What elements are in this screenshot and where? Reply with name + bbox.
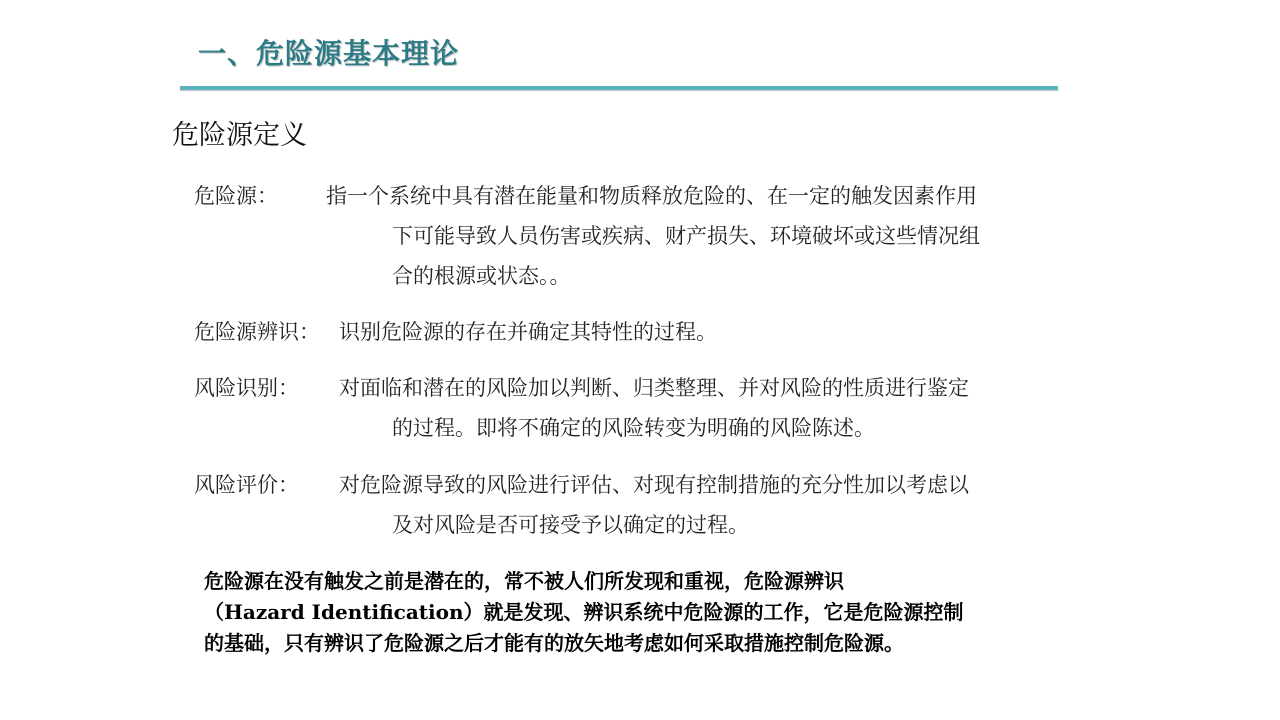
definition-risk-identification xyxy=(194,368,1074,448)
summary-line: 危险源在没有触发之前是潜在的，常不被人们所发现和重视，危险源辨识 xyxy=(204,569,844,593)
definition-risk-assessment xyxy=(194,465,1074,545)
definition-text-line: 下可能导致人员伤害或疾病、财产损失、环境破坏或这些情况组 xyxy=(392,224,980,248)
definition-text-line: 识别危险源的存在并确定其特性的过程。 xyxy=(339,320,717,344)
section-heading: 危险源定义 xyxy=(172,120,307,151)
definition-term: 风险评价： xyxy=(194,473,299,497)
definition-text-line: 指一个系统中具有潜在能量和物质释放危险的、在一定的触发因素作用 xyxy=(326,184,977,208)
definition-term: 危险源辨识： xyxy=(194,320,320,344)
definition-hazard xyxy=(194,176,1074,296)
summary-line: （Hazard Identification）就是发现、辨识系统中危险源的工作，它是危险源控制 xyxy=(204,600,964,624)
definition-term: 危险源： xyxy=(194,184,278,208)
definition-text-line: 的过程。即将不确定的风险转变为明确的风险陈述。 xyxy=(392,416,875,440)
definition-text-line: 对面临和潜在的风险加以判断、归类整理、并对风险的性质进行鉴定 xyxy=(339,376,969,400)
definition-text-line: 合的根源或状态。。 xyxy=(392,264,571,288)
definition-term: 风险识别： xyxy=(194,376,299,400)
summary-line: 的基础，只有辨识了危险源之后才能有的放矢地考虑如何采取措施控制危险源。 xyxy=(204,631,904,655)
definition-text-line: 对危险源导致的风险进行评估、对现有控制措施的充分性加以考虑以 xyxy=(339,473,969,497)
definition-hazard-identification xyxy=(194,312,1074,352)
summary-paragraph xyxy=(204,566,1074,659)
page-title: 一、危险源基本理论 xyxy=(198,37,460,70)
definition-text-line: 及对风险是否可接受予以确定的过程。 xyxy=(392,513,749,537)
title-divider xyxy=(180,86,1058,90)
